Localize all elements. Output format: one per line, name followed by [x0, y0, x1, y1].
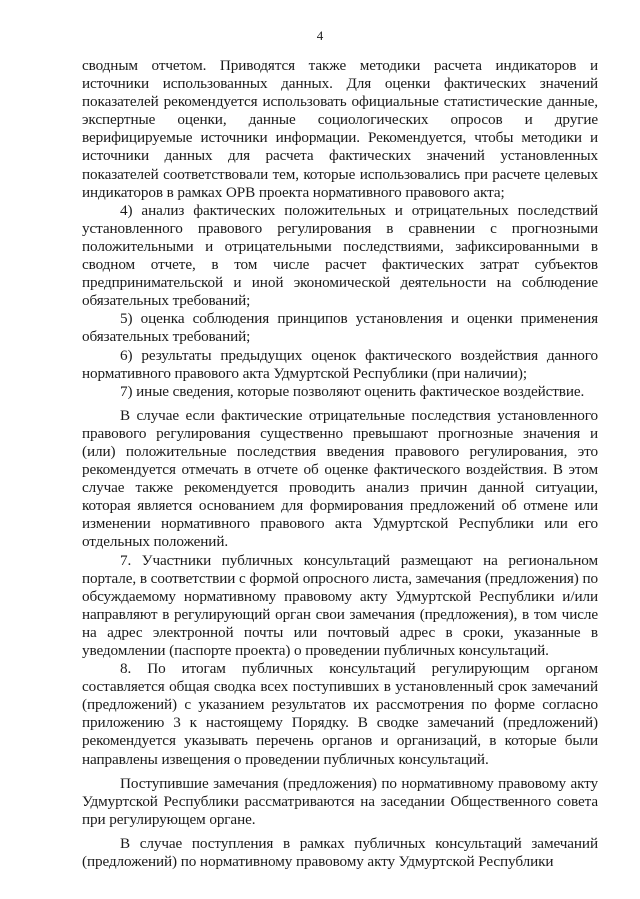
paragraph-remarks-case: В случае поступления в рамках публичных консультаций замечаний (предложений) по нормативному правовому акту Удмуртской Республики [82, 834, 598, 871]
paragraph-continuation: сводным отчетом. Приводятся также методики расчета индикаторов и источники использованных данных. Для оценки фактических значений показателей рекомендуется использовать официальные статистические данные, экспертные оценки, данные социологических опросов и другие верифицируемые источники информации. Рекомендуется, чтобы методики и источники данных для расчета фактических значений установленных показателей соответствовали тем, которые использовались при расчете целевых индикаторов в рамках ОРВ проекта нормативного правового акта; [82, 57, 598, 201]
paragraph-item-5: 5) оценка соблюдения принципов установления и оценки применения обязательных требований; [82, 310, 598, 346]
paragraph-section-8: 8. По итогам публичных консультаций регулирующим органом составляется общая сводка всех поступивших в установленный срок замечаний (предложений) с указанием результатов их рассмотрения по форме согласно приложению 3 к настоящему Порядку. В сводке замечаний (предложений) рекомендуется указывать перечень органов и организаций, в которые были направлены извещения о проведении публичных консультаций. [82, 660, 598, 768]
paragraph-received-remarks: Поступившие замечания (предложения) по нормативному правовому акту Удмуртской Республики рассматриваются на заседании Общественного совета при регулирующем органе. [82, 774, 598, 828]
paragraph-item-6: 6) результаты предыдущих оценок фактического воздействия данного нормативного правового акта Удмуртской Республики (при наличии); [82, 346, 598, 382]
paragraph-item-7: 7) иные сведения, которые позволяют оценить фактическое воздействие. [120, 382, 585, 400]
document-body [82, 57, 598, 871]
paragraph-section-7: 7. Участники публичных консультаций размещают на региональном портале, в соответствии с формой опросного листа, замечания (предложения) по обсуждаемому нормативному правовому акту Удмуртской Республики и/или направляют в регулирующий орган свои замечания (предложения), в том числе на адрес электронной почты или почтовый адрес в сроки, указанные в уведомлении (паспорте проекта) о проведении публичных консультаций. [82, 551, 598, 659]
page-number: 4 [316, 28, 324, 43]
paragraph-negative-consequences: В случае если фактические отрицательные последствия установленного правового регулирования существенно превышают прогнозные значения и (или) положительные последствия введения правового регулирования, это рекомендуется отмечать в отчете об оценке фактического воздействия. В этом случае также рекомендуется проводить анализ причин данной ситуации, которая является основанием для формирования предложений об отмене или изменении нормативного правового акта Удмуртской Республики или его отдельных положений. [82, 406, 598, 551]
paragraph-item-4: 4) анализ фактических положительных и отрицательных последствий установленного правового регулирования в сравнении с прогнозными положительными и отрицательными последствиями, зафиксированными в сводном отчете, в том числе расчет фактических затрат субъектов предпринимательской и иной экономической деятельности на соблюдение обязательных требований; [82, 201, 598, 310]
